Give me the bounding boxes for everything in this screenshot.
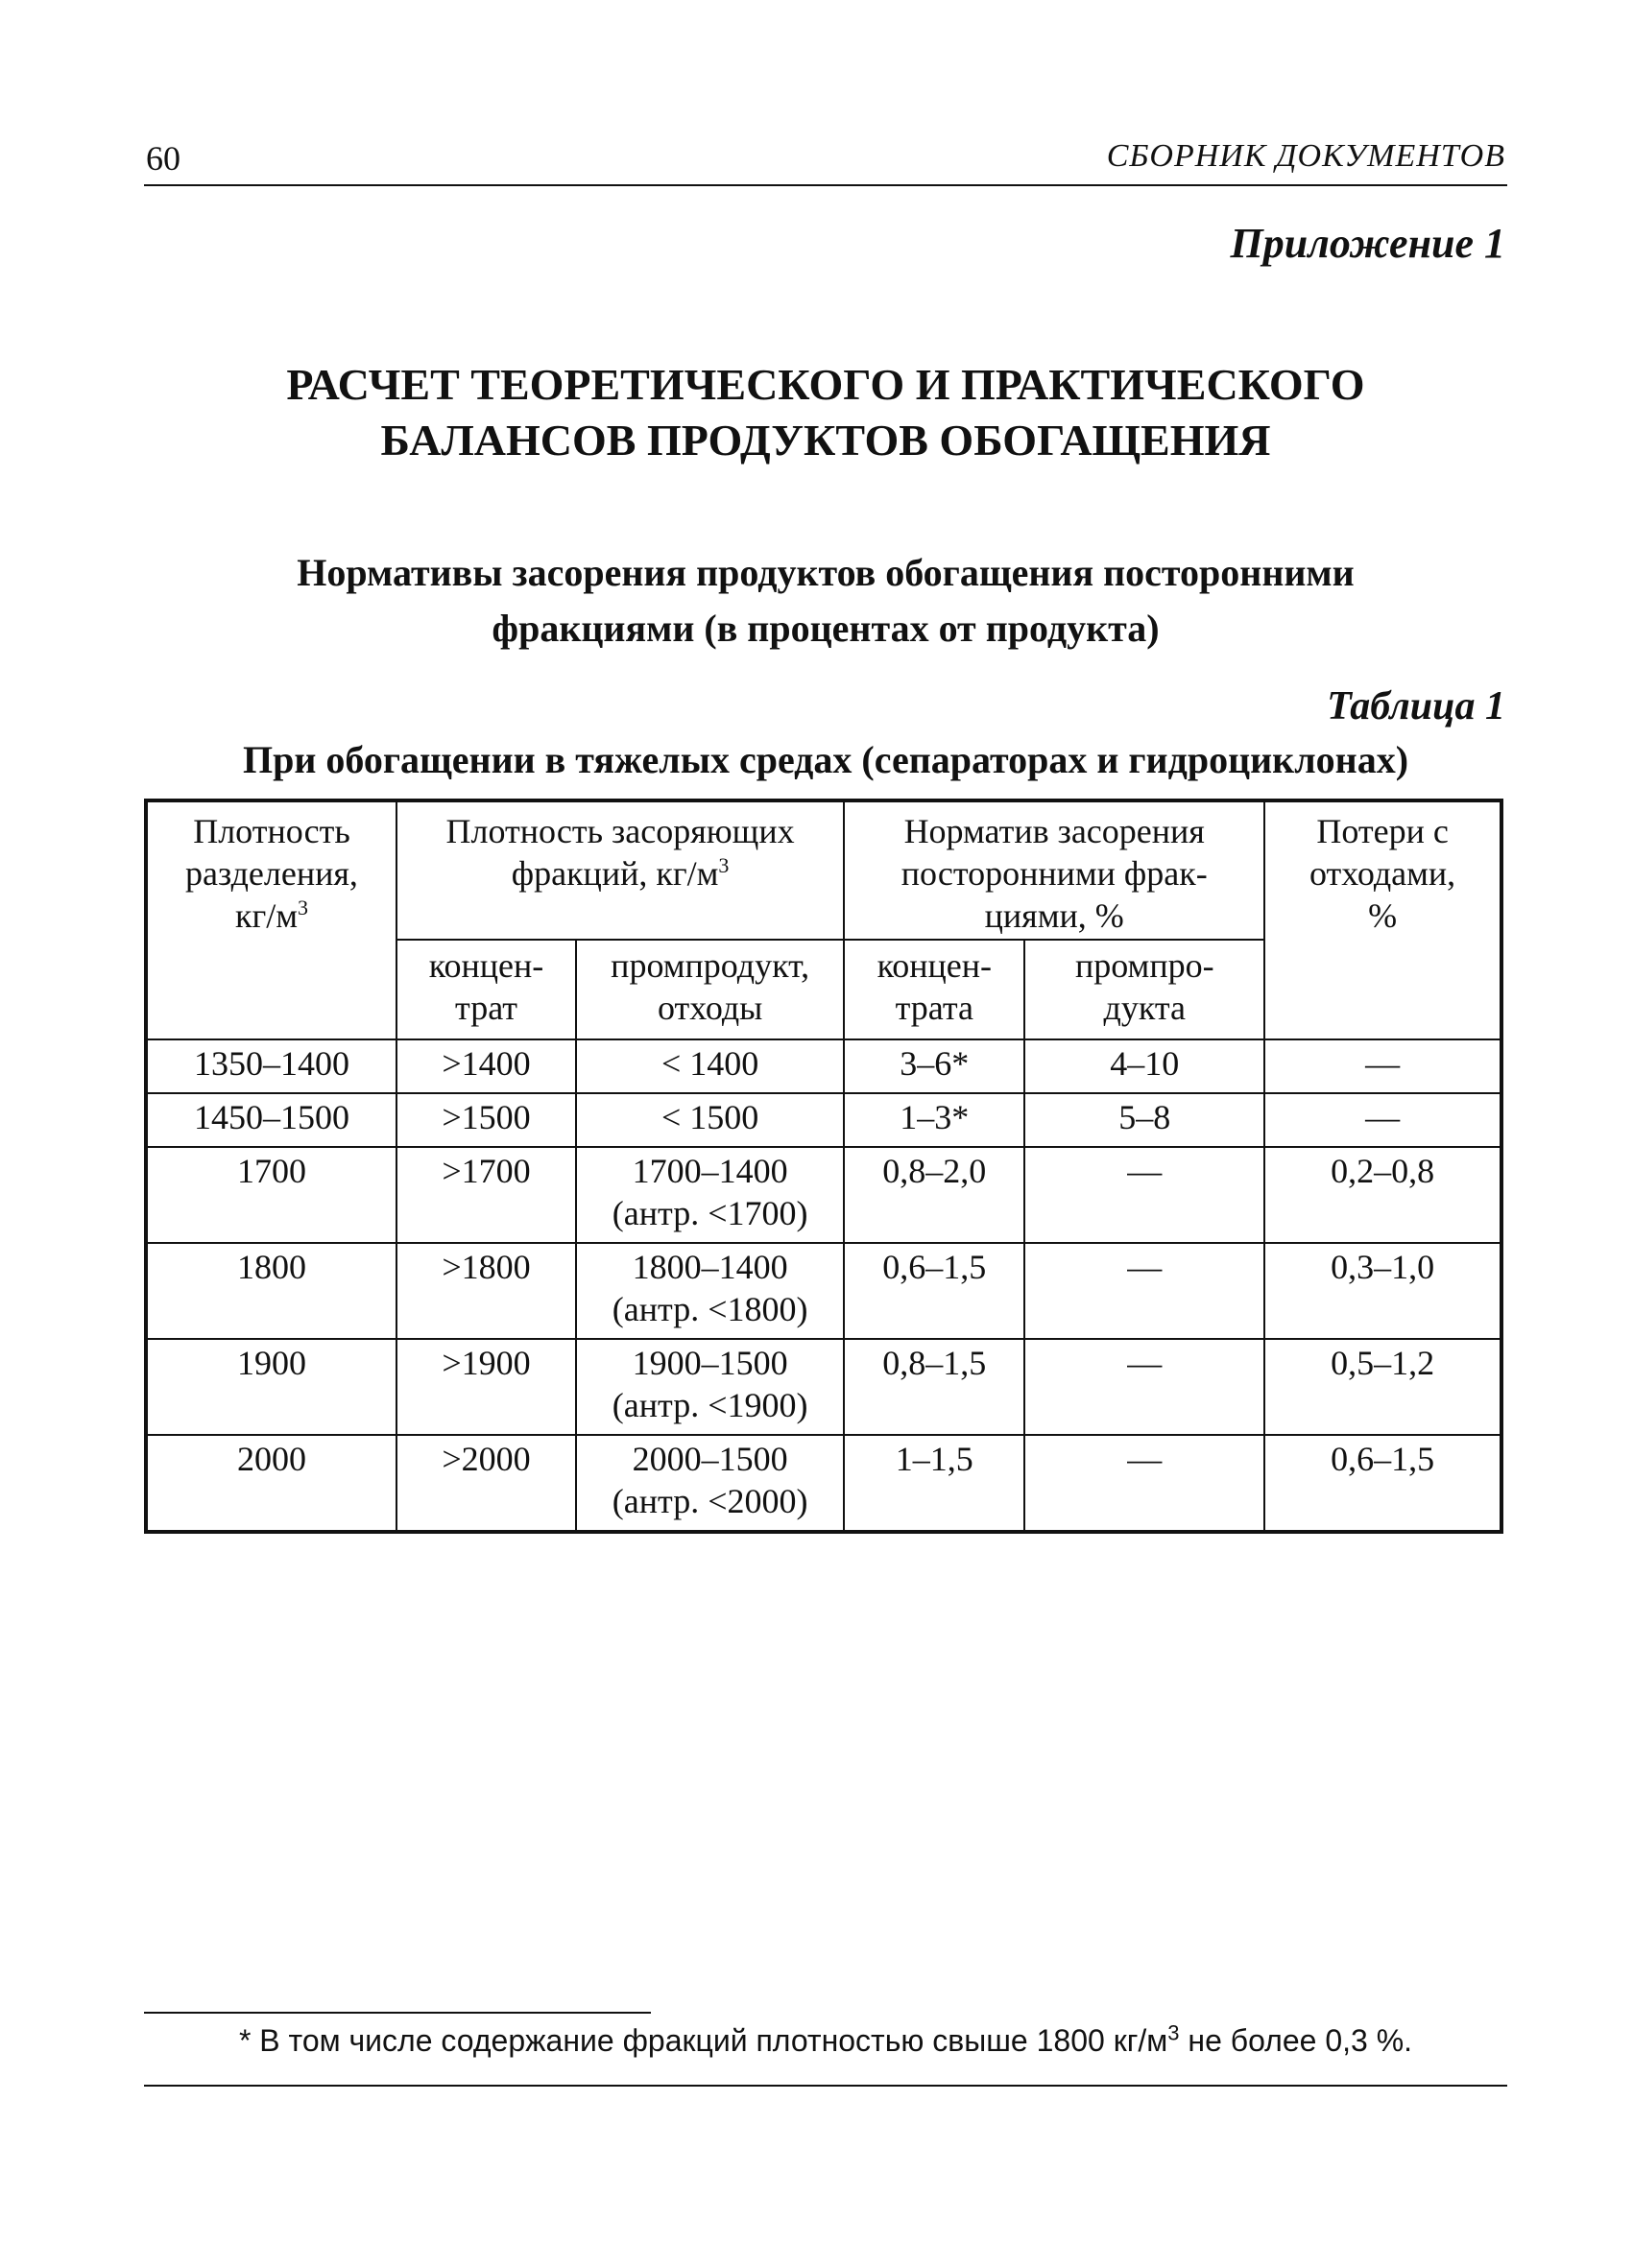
cell-text: фракций, $кг/м^3$: [511, 853, 730, 893]
cell-text: (антр. <1900): [612, 1386, 808, 1424]
table-cell: [576, 1093, 844, 1147]
table-cell: 0,8–1,5: [844, 1339, 1024, 1435]
cell-text: 3: [298, 895, 308, 919]
cell-text: промпро-: [1074, 946, 1214, 985]
table-cell: >1700: [396, 1147, 576, 1243]
table-cell: [576, 1243, 844, 1339]
table-cell: 4–10: [1024, 1039, 1264, 1093]
cell-text: 3: [718, 853, 730, 877]
table-cell: >2000: [396, 1435, 576, 1532]
cell-text: отходы: [657, 989, 763, 1027]
table-row: [146, 1039, 1501, 1093]
header-losses: [1264, 800, 1501, 1039]
subtitle-line-2: фракциями (в процентах от продукта): [492, 607, 1160, 650]
cell-text: 1900–1500: [632, 1344, 788, 1382]
table-cell: 0,2–0,8: [1264, 1147, 1501, 1243]
table-cell: 0,6–1,5: [844, 1243, 1024, 1339]
table-cell: —: [1024, 1435, 1264, 1532]
header-clogging-density: [396, 800, 844, 940]
cell-text: (антр. <2000): [612, 1482, 808, 1520]
table-cell: —: [1264, 1093, 1501, 1147]
page-title-line-2: БАЛАНСОВ ПРОДУКТОВ ОБОГАЩЕНИЯ: [380, 416, 1271, 465]
table-cell: —: [1024, 1339, 1264, 1435]
table-cell: 1700: [146, 1147, 396, 1243]
table-cell: >1400: [396, 1039, 576, 1093]
page-title: [144, 357, 1507, 468]
norm-table: [144, 799, 1503, 1534]
cell-text: концен-: [877, 946, 993, 985]
table-cell: 1450–1500: [146, 1093, 396, 1147]
table-cell: 0,3–1,0: [1264, 1243, 1501, 1339]
table-cell: [576, 1147, 844, 1243]
table-cell: 1800: [146, 1243, 396, 1339]
table-row: [146, 1435, 1501, 1532]
table-cell: —: [1024, 1243, 1264, 1339]
footnote: * В том числе содержание фракций плотностью свыше 1800 $кг/м^3$ не более 0,3 %.: [238, 2020, 1413, 2058]
table-cell: 1900: [146, 1339, 396, 1435]
cell-text: 1700–1400: [632, 1152, 788, 1190]
table-cell: 0,5–1,2: [1264, 1339, 1501, 1435]
cell-text: Плотность засоряющих: [445, 812, 795, 850]
table-row: [146, 1147, 1501, 1243]
cell-text: (антр. <1800): [612, 1290, 808, 1328]
subheader-concentrate: [396, 940, 576, 1039]
cell-text: Потери с: [1316, 812, 1449, 850]
cell-text: разделения,: [185, 854, 358, 893]
table-caption: При обогащении в тяжелых средах (сепараторах и гидроциклонах): [242, 738, 1409, 781]
table-cell: [576, 1039, 844, 1093]
page-title-line-1: РАСЧЕТ ТЕОРЕТИЧЕСКОГО И ПРАКТИЧЕСКОГО: [286, 360, 1365, 409]
cell-text: %: [1368, 896, 1398, 935]
table-cell: 3–6*: [844, 1039, 1024, 1093]
header-rule: [144, 184, 1507, 186]
table-cell: >1500: [396, 1093, 576, 1147]
bottom-rule: [144, 2085, 1507, 2087]
table-cell: —: [1024, 1147, 1264, 1243]
table-cell: 0,8–2,0: [844, 1147, 1024, 1243]
section-subtitle: [144, 545, 1507, 657]
cell-text: промпродукт,: [611, 946, 810, 985]
table-label: Таблица 1: [1327, 684, 1505, 728]
cell-text: отходами,: [1309, 854, 1456, 893]
cell-text: 1800–1400: [632, 1248, 788, 1286]
table-cell: 2000: [146, 1435, 396, 1532]
cell-text: дукта: [1103, 989, 1187, 1027]
table-cell: 0,6–1,5: [1264, 1435, 1501, 1532]
cell-text: < 1400: [660, 1044, 759, 1083]
header-clogging-norm: [844, 800, 1264, 940]
running-head: СБОРНИК ДОКУМЕНТОВ: [1106, 138, 1505, 174]
table-row: [146, 1093, 1501, 1147]
table-cell: 1–1,5: [844, 1435, 1024, 1532]
table-cell: 1–3*: [844, 1093, 1024, 1147]
cell-text: Норматив засорения: [903, 812, 1205, 850]
table-cell: [576, 1435, 844, 1532]
table-cell: >1900: [396, 1339, 576, 1435]
table-cell: >1800: [396, 1243, 576, 1339]
cell-text: трат: [455, 989, 517, 1027]
page-number: 60: [146, 139, 180, 178]
subheader-of-middlings: [1024, 940, 1264, 1039]
cell-text: циями, %: [984, 896, 1124, 935]
cell-text: Плотность: [193, 812, 350, 850]
table-cell: 1350–1400: [146, 1039, 396, 1093]
table-row: [146, 1243, 1501, 1339]
cell-text: трата: [895, 989, 973, 1027]
subheader-middlings-waste: [576, 940, 844, 1039]
cell-text: посторонними фрак-: [901, 854, 1208, 893]
cell-text: (антр. <1700): [612, 1194, 808, 1232]
table-cell: —: [1264, 1039, 1501, 1093]
footnote-rule: [144, 2012, 651, 2014]
header-separation-density: [146, 800, 396, 1039]
cell-text: концен-: [428, 946, 544, 985]
table-row: [146, 1339, 1501, 1435]
table-cell: [576, 1339, 844, 1435]
subheader-of-concentrate: [844, 940, 1024, 1039]
cell-text: 2000–1500: [632, 1440, 788, 1478]
appendix-label: Приложение 1: [1230, 220, 1505, 267]
cell-text: $кг/м^3$: [234, 895, 308, 935]
cell-text: < 1500: [660, 1098, 759, 1136]
subtitle-line-1: Нормативы засорения продуктов обогащения посторонними: [297, 551, 1355, 594]
table-cell: 5–8: [1024, 1093, 1264, 1147]
